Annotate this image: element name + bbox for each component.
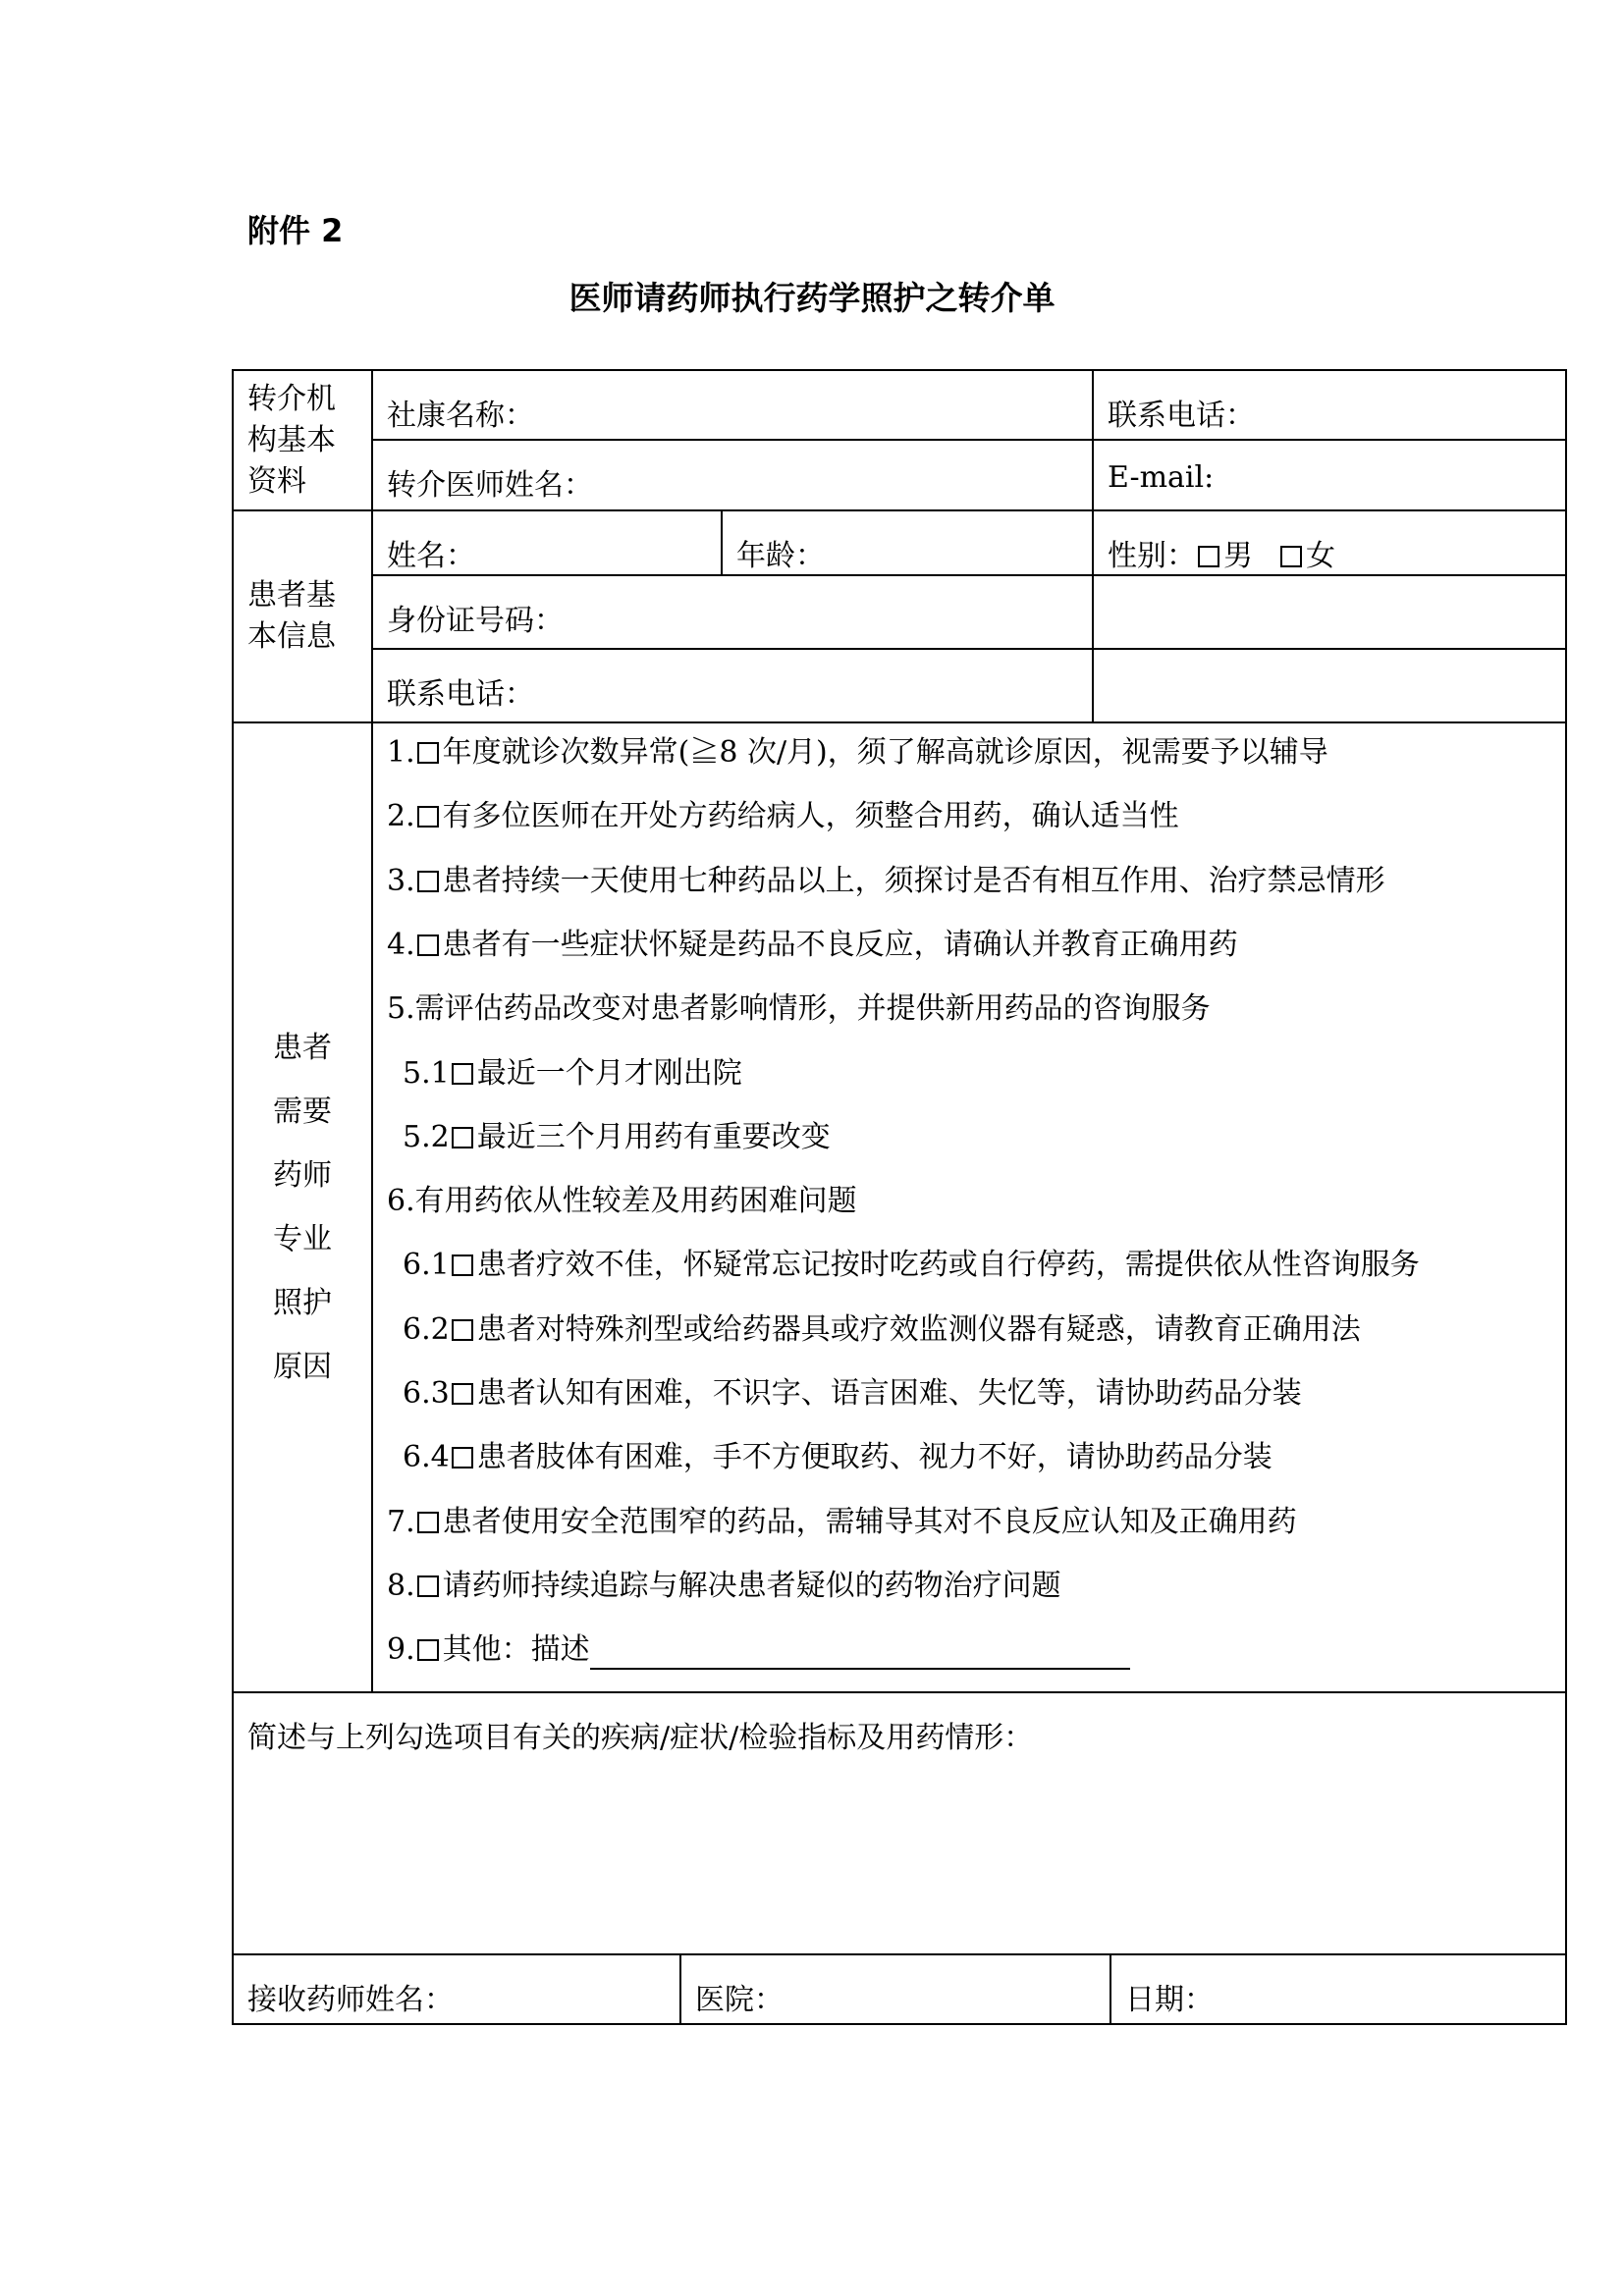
- patient-name-field[interactable]: [371, 509, 723, 576]
- reason-text: 患者有一些症状怀疑是药品不良反应，请确认并教育正确用药: [442, 927, 1238, 962]
- referring-doctor-field[interactable]: [371, 439, 1094, 511]
- reason-text: 患者使用安全范围窄的药品，需辅导其对不良反应认知及正确用药: [442, 1504, 1297, 1539]
- attachment-label: 附件 2: [247, 212, 344, 249]
- receiving-pharmacist-label: 接收药师姓名：: [247, 1983, 454, 2017]
- section-label-line: 原因: [273, 1350, 332, 1384]
- reason-item: [387, 989, 1211, 1029]
- patient-id-field[interactable]: [371, 574, 1094, 650]
- reason-text: 最近一个月才刚出院: [476, 1055, 742, 1091]
- reason-text: 请药师持续追踪与解决患者疑似的药物治疗问题: [442, 1568, 1061, 1603]
- reason-item[interactable]: [387, 1567, 1061, 1606]
- section-label-line: 药师: [273, 1158, 332, 1193]
- section-label-line: 需要: [273, 1095, 332, 1129]
- reason-number: 8.: [387, 1568, 415, 1603]
- reason-item[interactable]: [387, 926, 1238, 965]
- section-label-line: 患者: [273, 1031, 332, 1065]
- reason-text: 患者疗效不佳，怀疑常忘记按时吃药或自行停药，需提供依从性咨询服务: [476, 1248, 1420, 1283]
- section-label-line: 专业: [273, 1222, 332, 1256]
- patient-phone-label: 联系电话：: [387, 677, 534, 712]
- hospital-label: 医院：: [695, 1983, 784, 2017]
- reason-text: 患者持续一天使用七种药品以上，须探讨是否有相互作用、治疗禁忌情形: [442, 863, 1385, 898]
- reason-item: [387, 1182, 857, 1221]
- reason-item[interactable]: [387, 1630, 1130, 1670]
- patient-phone-extra-cell[interactable]: [1092, 648, 1567, 723]
- patient-gender-field[interactable]: [1092, 509, 1567, 576]
- patient-name-label: 姓名：: [387, 539, 475, 573]
- summary-label: 简述与上列勾选项目有关的疾病/症状/检验指标及用药情形：: [247, 1721, 1034, 1755]
- reason-checkbox[interactable]: [452, 1319, 473, 1341]
- reason-checkbox[interactable]: [452, 1127, 473, 1148]
- reason-checkbox[interactable]: [417, 934, 439, 956]
- reason-number: 6.1: [403, 1248, 450, 1283]
- reason-checkbox[interactable]: [452, 1447, 473, 1468]
- reason-item[interactable]: [387, 797, 1179, 836]
- section-label-line: 照护: [273, 1286, 332, 1320]
- contact-phone-field[interactable]: [1092, 369, 1567, 441]
- reasons-list: [371, 721, 1567, 1693]
- reason-checkbox[interactable]: [417, 1575, 439, 1597]
- reason-checkbox[interactable]: [417, 871, 439, 892]
- reason-number: 6.: [387, 1184, 415, 1219]
- reason-number: 6.3: [403, 1376, 450, 1411]
- reason-checkbox[interactable]: [417, 1639, 439, 1661]
- date-field[interactable]: [1110, 1953, 1567, 2025]
- reason-text: 患者认知有困难，不识字、语言困难、失忆等，请协助药品分装: [476, 1376, 1302, 1411]
- patient-section-label: [232, 509, 373, 723]
- section-label-line: 构基本: [247, 422, 336, 457]
- other-description-input[interactable]: [590, 1640, 1130, 1670]
- reason-checkbox[interactable]: [452, 1063, 473, 1085]
- reason-item[interactable]: [387, 733, 1328, 773]
- email-field[interactable]: [1092, 439, 1567, 511]
- patient-gender-label: 性别：: [1108, 539, 1196, 573]
- reason-number: 3.: [387, 863, 415, 898]
- reason-checkbox[interactable]: [452, 1255, 473, 1276]
- community-name-label: 社康名称：: [387, 399, 534, 433]
- summary-field[interactable]: [232, 1691, 1567, 1955]
- reason-item[interactable]: [403, 1310, 1361, 1350]
- referring-doctor-label: 转介医师姓名：: [387, 468, 593, 503]
- reason-item[interactable]: [403, 1118, 831, 1157]
- contact-phone-label: 联系电话：: [1108, 399, 1255, 433]
- patient-id-extra-cell[interactable]: [1092, 574, 1567, 650]
- reason-item[interactable]: [387, 862, 1385, 901]
- gender-female-checkbox[interactable]: [1280, 546, 1302, 567]
- reason-number: 6.2: [403, 1311, 450, 1347]
- reason-text: 最近三个月用药有重要改变: [476, 1119, 831, 1154]
- reason-number: 6.4: [403, 1440, 450, 1475]
- receiving-pharmacist-field[interactable]: [232, 1953, 681, 2025]
- form-title: 医师请药师执行药学照护之转介单: [568, 279, 1056, 317]
- institution-section-label: [232, 369, 373, 511]
- reason-number: 5.1: [403, 1055, 450, 1091]
- reason-text: 患者对特殊剂型或给药器具或疗效监测仪器有疑惑，请教育正确用法: [476, 1311, 1361, 1347]
- reason-text: 其他：描述: [442, 1632, 590, 1668]
- patient-id-label: 身份证号码：: [387, 604, 564, 638]
- reason-number: 4.: [387, 927, 415, 962]
- reason-item[interactable]: [403, 1246, 1420, 1285]
- reason-checkbox[interactable]: [417, 1512, 439, 1533]
- reason-number: 5.2: [403, 1119, 450, 1154]
- reason-text: 患者肢体有困难，手不方便取药、视力不好，请协助药品分装: [476, 1440, 1272, 1475]
- gender-female-label: 女: [1306, 539, 1335, 573]
- reason-number: 5.: [387, 991, 415, 1027]
- patient-phone-field[interactable]: [371, 648, 1094, 723]
- reason-number: 7.: [387, 1504, 415, 1539]
- email-label: E-mail:: [1108, 460, 1215, 495]
- gender-male-option[interactable]: [1196, 539, 1253, 573]
- hospital-field[interactable]: [679, 1953, 1111, 2025]
- reason-text: 需评估药品改变对患者影响情形，并提供新用药品的咨询服务: [414, 991, 1211, 1027]
- reason-item[interactable]: [403, 1438, 1272, 1477]
- reason-number: 2.: [387, 799, 415, 834]
- reason-item[interactable]: [403, 1054, 742, 1094]
- section-label-line: 本信息: [247, 619, 336, 654]
- patient-age-label: 年龄：: [736, 539, 825, 573]
- gender-male-label: 男: [1223, 539, 1253, 573]
- reason-checkbox[interactable]: [417, 806, 439, 828]
- reason-item[interactable]: [387, 1503, 1297, 1542]
- gender-female-option[interactable]: [1278, 539, 1335, 573]
- reason-text: 年度就诊次数异常(≧8 次/月)，须了解高就诊原因，视需要予以辅导: [442, 735, 1328, 770]
- gender-male-checkbox[interactable]: [1198, 546, 1219, 567]
- section-label-line: 转介机: [247, 381, 336, 416]
- reason-item[interactable]: [403, 1374, 1302, 1414]
- patient-age-field[interactable]: [721, 509, 1094, 576]
- community-name-field[interactable]: [371, 369, 1094, 441]
- reason-checkbox[interactable]: [417, 742, 439, 764]
- reasons-section-label: [232, 721, 373, 1693]
- reason-number: 1.: [387, 735, 415, 770]
- reason-text: 有用药依从性较差及用药困难问题: [414, 1184, 857, 1219]
- date-label: 日期：: [1125, 1983, 1214, 2017]
- reason-checkbox[interactable]: [452, 1383, 473, 1405]
- reason-number: 9.: [387, 1632, 415, 1668]
- reason-text: 有多位医师在开处方药给病人，须整合用药，确认适当性: [442, 799, 1179, 834]
- section-label-line: 患者基: [247, 578, 336, 613]
- section-label-line: 资料: [247, 463, 306, 499]
